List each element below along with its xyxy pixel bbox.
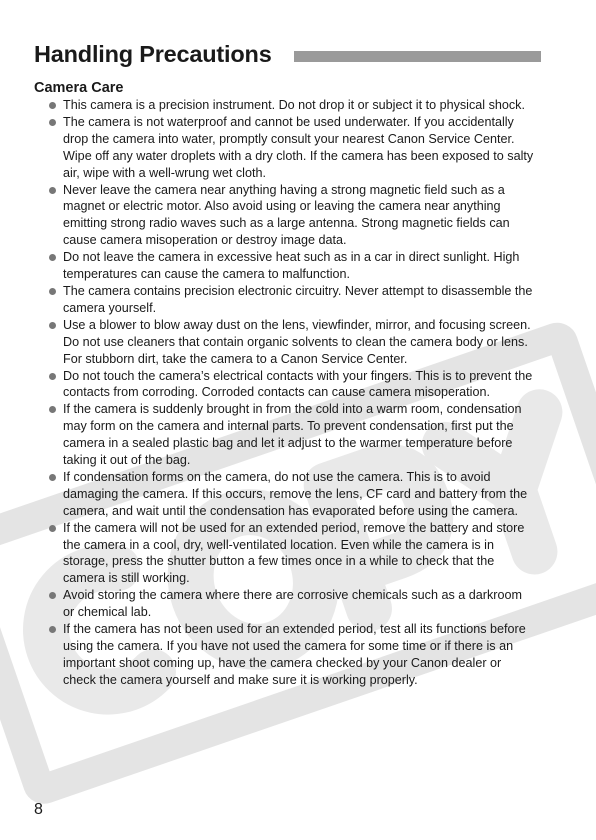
list-item xyxy=(47,283,535,317)
bullet-icon xyxy=(49,102,56,109)
list-item-text: Never leave the camera near anything having a strong magnetic field such as a magnet or electric motor. Also avoid using or leaving the camera near anything emitting strong radio waves such as a large antenna. Strong magnetic fields can cause camera misoperation or destroy image data. xyxy=(63,182,510,248)
bullet-icon xyxy=(49,119,56,126)
list-item-text: If the camera will not be used for an extended period, remove the battery and store the camera in a cool, dry, well-ventilated location. Even while the camera is in storage, press the shutter button a few times once in a while to check that the camera is still working. xyxy=(63,520,525,586)
title-decoration-bar xyxy=(294,51,541,62)
bullet-icon xyxy=(49,322,56,329)
bullet-icon xyxy=(49,592,56,599)
list-item xyxy=(47,182,535,250)
list-item-text: Avoid storing the camera where there are corrosive chemicals such as a darkroom or chemical lab. xyxy=(63,588,522,620)
title-row xyxy=(34,39,542,69)
list-item-text: The camera is not waterproof and cannot be used underwater. If you accidentally drop the camera into water, promptly consult your nearest Canon Service Center. Wipe off any water droplets with a dry cloth. If the camera has been exposed to salty air, wipe with a well-wrung wet cloth. xyxy=(63,114,534,180)
bullet-icon xyxy=(49,187,56,194)
bullet-icon xyxy=(49,474,56,481)
section-heading: Camera Care xyxy=(34,80,124,96)
page-title: Handling Precautions xyxy=(34,41,272,67)
list-item xyxy=(47,317,535,368)
list-item xyxy=(47,587,535,621)
list-item-text: If condensation forms on the camera, do not use the camera. This is to avoid damaging the camera. If this occurs, remove the lens, CF card and battery from the camera, and wait until the condensation has evaporated before using the camera. xyxy=(63,469,528,518)
bullet-icon xyxy=(49,373,56,380)
list-item xyxy=(47,520,535,588)
list-item-text: Do not touch the camera’s electrical contacts with your fingers. This is to prevent the contacts from corroding. Corroded contacts can cause camera misoperation. xyxy=(63,368,533,400)
list-item-text: This camera is a precision instrument. Do not drop it or subject it to physical shock. xyxy=(63,98,525,112)
list-item xyxy=(47,368,535,402)
precautions-list xyxy=(47,97,535,689)
bullet-icon xyxy=(49,525,56,532)
list-item xyxy=(47,469,535,520)
bullet-icon xyxy=(49,626,56,633)
list-item-text: Do not leave the camera in excessive heat such as in a car in direct sunlight. High temperatures can cause the camera to malfunction. xyxy=(63,250,520,282)
list-item xyxy=(47,401,535,469)
list-item-text: Use a blower to blow away dust on the lens, viewfinder, mirror, and focusing screen. Do not use cleaners that contain organic solvents to clean the camera body or lens. For stubborn dirt, take the camera to a Canon Service Center. xyxy=(63,317,531,366)
list-item-text: If the camera is suddenly brought in from the cold into a warm room, condensation may form on the camera and internal parts. To prevent condensation, first put the camera in a sealed plastic bag and let it adjust to the warmer temperature before taking it out of the bag. xyxy=(63,402,522,468)
list-item-text: The camera contains precision electronic circuitry. Never attempt to disassemble the camera yourself. xyxy=(63,283,533,315)
list-item xyxy=(47,114,535,182)
page-number: 8 xyxy=(34,801,43,818)
bullet-icon xyxy=(49,406,56,413)
list-item xyxy=(47,621,535,689)
list-item-text: If the camera has not been used for an extended period, test all its functions before using the camera. If you have not used the camera for some time or if there is an important shoot coming up, have the camera checked by your Canon dealer or check the camera yourself and make sure it is working properly. xyxy=(63,622,526,687)
bullet-icon xyxy=(49,254,56,261)
list-item xyxy=(47,97,535,114)
list-item xyxy=(47,249,535,283)
bullet-icon xyxy=(49,288,56,295)
